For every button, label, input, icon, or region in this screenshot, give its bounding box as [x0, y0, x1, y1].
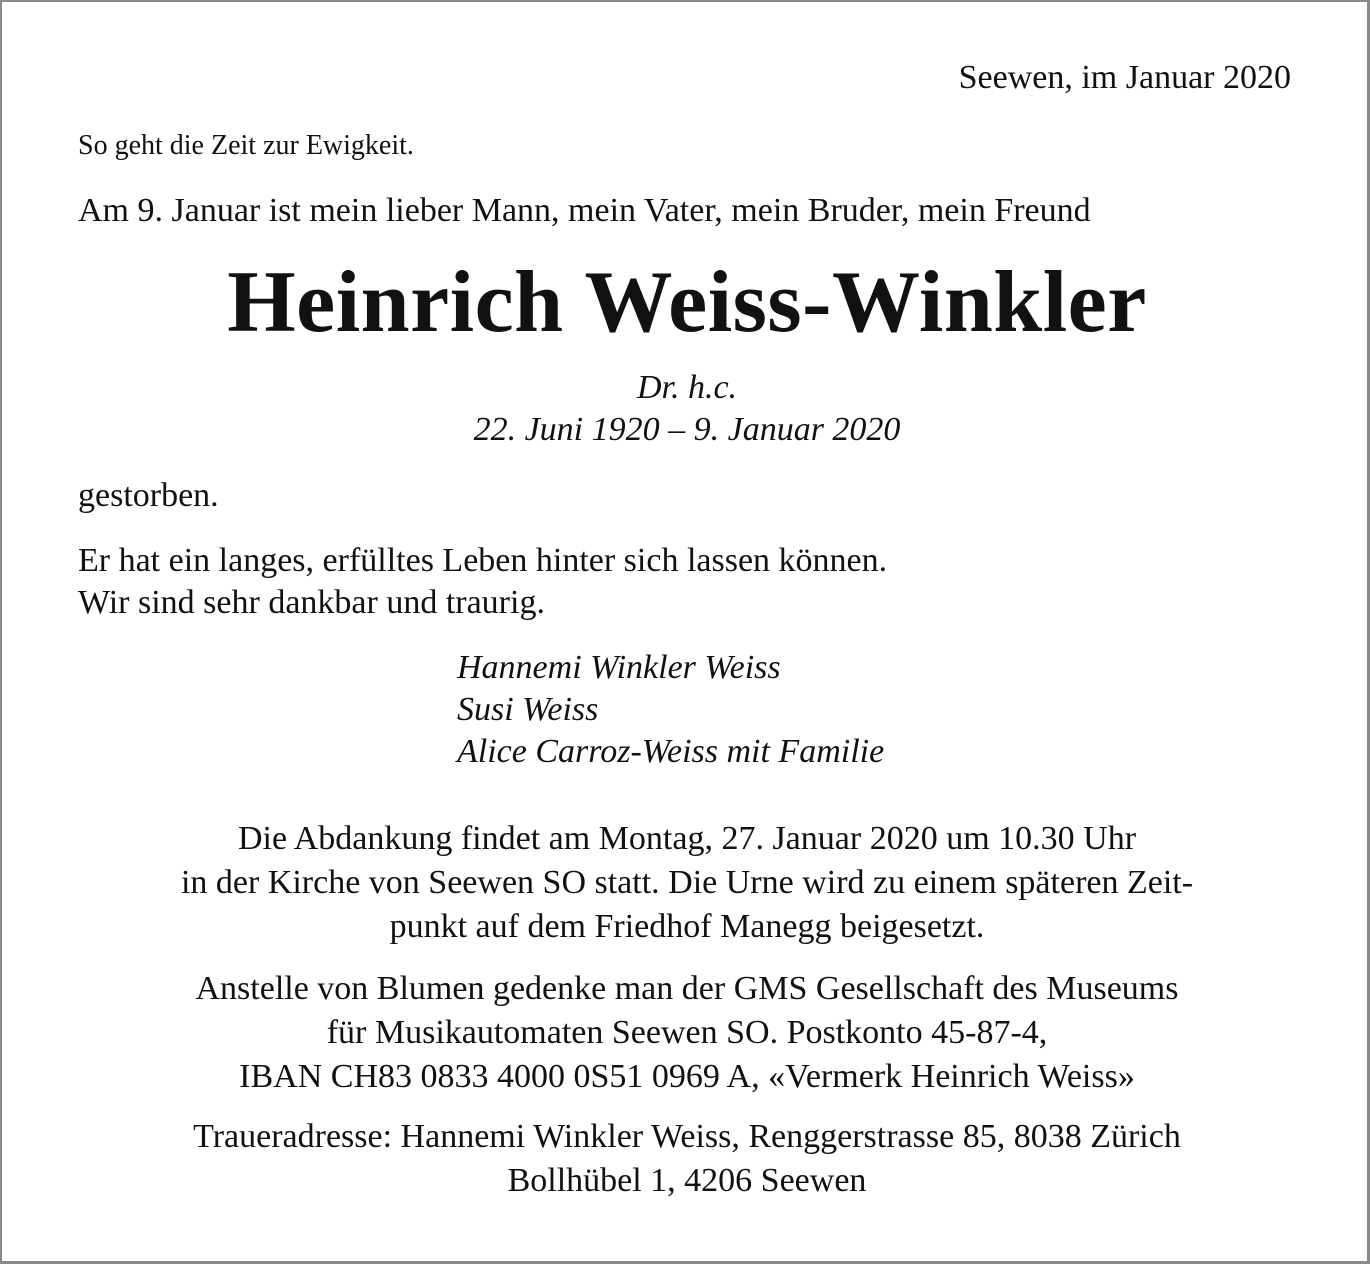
donation-line: Anstelle von Blumen gedenke man der GMS Gesellschaft des Museums — [195, 970, 1179, 1007]
donation-line: für Musikautomaten Seewen SO. Postkonto 45-87-4, — [326, 1014, 1048, 1051]
mourner-name: Susi Weiss — [457, 691, 599, 728]
deceased-name: Heinrich Weiss-Winkler — [227, 254, 1147, 351]
service-line: punkt auf dem Friedhof Manegg beigesetzt. — [389, 908, 985, 945]
tribute-paragraph — [78, 540, 887, 624]
honorary-title: Dr. h.c. — [636, 369, 738, 406]
tribute-line: Wir sind sehr dankbar und traurig. — [78, 584, 545, 621]
mourners-list — [457, 647, 884, 773]
service-line: in der Kirche von Seewen SO statt. Die Urne wird zu einem späteren Zeit- — [180, 864, 1194, 901]
address-line: Bollhübel 1, 4206 Seewen — [507, 1162, 867, 1199]
life-dates: 22. Juni 1920 – 9. Januar 2020 — [473, 411, 901, 448]
service-info — [2, 817, 1370, 949]
mourner-name: Hannemi Winkler Weiss — [457, 649, 781, 686]
donation-info — [2, 967, 1370, 1099]
intro-sentence: Am 9. Januar ist mein lieber Mann, mein Vater, mein Bruder, mein Freund — [78, 192, 1091, 229]
mourning-address — [2, 1115, 1370, 1203]
motto: So geht die Zeit zur Ewigkeit. — [78, 130, 414, 161]
address-line: Traueradresse: Hannemi Winkler Weiss, Renggerstrasse 85, 8038 Zürich — [193, 1118, 1181, 1155]
tribute-line: Er hat ein langes, erfülltes Leben hinter sich lassen können. — [78, 542, 888, 579]
place-date: Seewen, im Januar 2020 — [958, 59, 1291, 96]
died-text: gestorben. — [78, 477, 219, 514]
donation-line: IBAN CH83 0833 4000 0S51 0969 A, «Vermerk Heinrich Weiss» — [239, 1058, 1135, 1095]
service-line: Die Abdankung findet am Montag, 27. Januar 2020 um 10.30 Uhr — [237, 820, 1137, 857]
mourner-name: Alice Carroz-Weiss mit Familie — [457, 733, 885, 770]
